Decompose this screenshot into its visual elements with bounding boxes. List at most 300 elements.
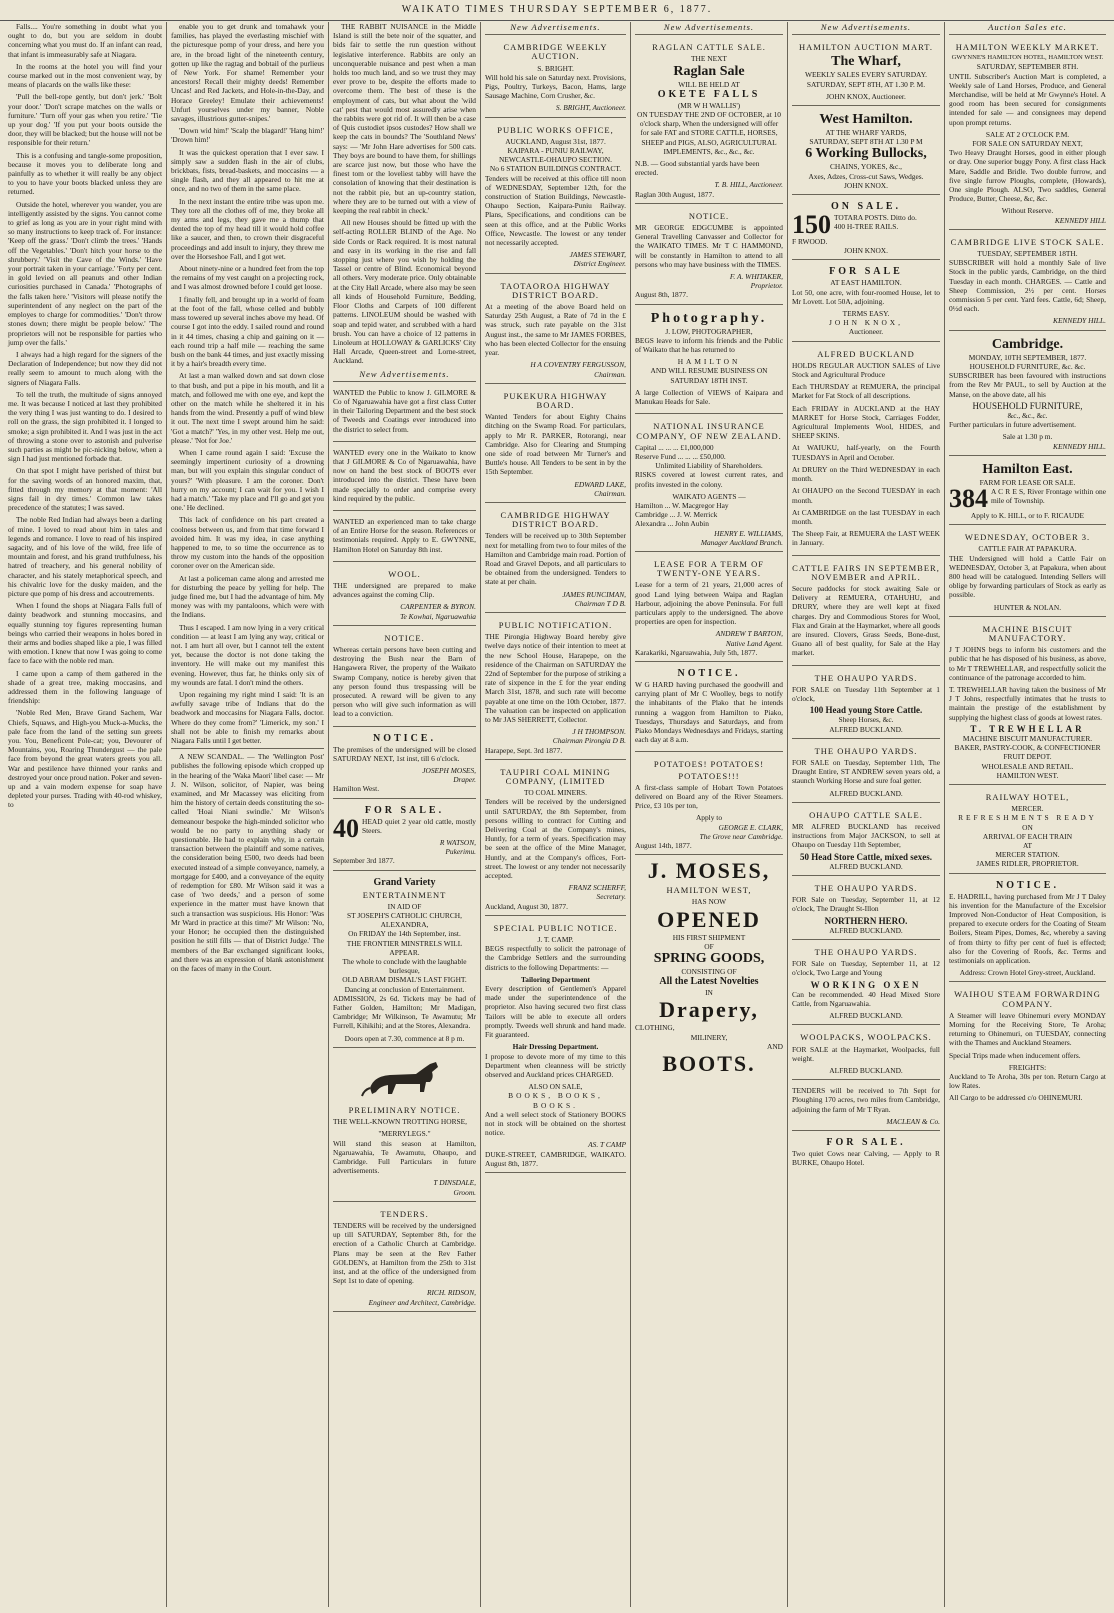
ad-signature: ALFRED BUCKLAND.	[829, 724, 903, 734]
ad-cambridge-highway	[485, 506, 626, 613]
ad-signature: CARPENTER & BYRON.	[400, 602, 476, 612]
column-5	[631, 22, 788, 1607]
ad-signature: S. BRIGHT, Auctioneer.	[555, 103, 626, 113]
ad-text: A large Collection of VIEWS of Kaipara and Manukau Heads for Sale.	[635, 387, 783, 407]
ad-text: ON TUESDAY THE 2ND OF OCTOBER, at 10 o'clock sharp, When the undersigned will offer for sale FAT and STORE CATTLE, HORSES, SHEEP and PIGS, ALSO, AGRICULTURAL IMPLEMENTS, &c., &c., &c.	[637, 110, 781, 156]
ad-text: Special Trips made when inducement offers.	[949, 1050, 1081, 1060]
ad-title: POTATOES!!!	[678, 770, 740, 781]
ad-signature: Groom.	[453, 1187, 476, 1197]
ad-line: All the Latest Novelties	[659, 976, 759, 988]
ad-text: FOR SALE at the Haymarket, Woolpacks, full weight.	[792, 1044, 940, 1063]
ad-title: WEDNESDAY, OCTOBER 3.	[964, 532, 1091, 543]
ad-text: AND WILL RESUME BUSINESS ON SATURDAY 18TH INST.	[650, 366, 768, 385]
ad-title: THE OHAUPO YARDS.	[814, 883, 918, 893]
ad-title: TENDERS.	[380, 1208, 429, 1219]
ad-weekly-market	[949, 38, 1106, 230]
ad-signature: KENNEDY HILL.	[1053, 316, 1106, 326]
ad-text: A Steamer will leave Ohinemuri every MONDAY Morning for the Receiving Store, Te Aroha; returning to Ohinemuri, on TUESDAY, connecting with the Thames and Auckland Steamers.	[949, 1010, 1106, 1048]
ad-text: THE Undersigned will hold a Cattle Fair on WEDNESDAY, October 3, at Papakura, when about 800 head will be catalogued. Intending Sellers will oblige by forwarding particulars of Stock as early as possible.	[949, 553, 1106, 600]
ad-concert	[333, 874, 476, 1048]
ad-line: MACHINE BISCUIT MANUFACTURER.	[962, 733, 1093, 743]
ad-west-hamilton	[792, 109, 940, 195]
ad-headline: HOUSEHOLD FURNITURE,	[972, 400, 1083, 411]
ad-for-sale-east	[792, 263, 940, 341]
ad-headline: J. MOSES,	[647, 858, 771, 884]
article-paragraph: The noble Red Indian had always been a darling of mine. I loved to read about him in tales and legends and romance. I love to read of his inspired sagacity, and of his love of the wild, free life of mountain and forest, and his grand truthfulness, his hatred of treachery, and his general nobility of character, and his stately metaphorical speech, and his chivalric love for the dusky maiden, and the picture que pomp of his dress and accoutrements.	[8, 515, 162, 598]
ad-text: Tenders will be received at this office till noon of WEDNESDAY, September 12th, for the construction of Station Buildings, Newcastle-Ohaupo Section, Kaipara-Puniu Railway. Plans, Specifications, and conditions can be seen at this office, and at the Public Works Office, Newcastle. The lowest or any tender not necessarily accepted.	[485, 173, 626, 248]
ad-signature: Secretary.	[596, 892, 626, 902]
ad-notice	[333, 629, 476, 727]
ad-ohaupo-cattle	[792, 806, 940, 876]
ad-title: RAILWAY HOTEL,	[985, 792, 1070, 802]
ad-cambridge-furniture	[949, 334, 1106, 456]
ad-headline: Hamilton East.	[982, 461, 1073, 477]
article-paragraph: About ninety-nine or a hundred feet from the top the remains of my vest caught on a projecting rock, and I was almost drowned before I could get loose.	[171, 264, 324, 292]
ad-place: Auckland, August 30, 1877.	[485, 901, 568, 911]
column-heading: Auction Sales etc.	[949, 22, 1106, 35]
ad-text: J T JOHNS begs to inform his customers and the public that he has disposed of his business, as above, to Mr T TREWHELLAR, and respectfully solicit the continuance of the patronage accorded to him.	[949, 645, 1106, 682]
ad-headline: 50 Head Store Cattle, mixed sexes.	[799, 851, 933, 862]
ad-signature: JOHN KNOX, Auctioneer.	[826, 91, 906, 101]
ad-signature: JOHN KNOX,	[829, 318, 903, 328]
ad-headline: BOOTS.	[662, 1051, 756, 1077]
ad-text: I propose to devote more of my time to this Department when cleanness will be strictly observed and Auckland prices CHARGED.	[485, 1051, 626, 1079]
ad-lease	[635, 555, 783, 662]
ad-horse-merrylegs	[333, 1051, 476, 1202]
ad-text: FOR Sale on Tuesday, September 11, at 12 o'clock, Two Large and Young	[792, 959, 940, 978]
ad-line: CONSISTING OF	[681, 967, 737, 977]
ad-text: Lease for a term of 21 years, 21,000 acres of good Land lying between Waipa and Raglan Harbour, adjoining the above Peninsula. For full particulars apply to the undersigned. The above properties are open for inspection.	[635, 580, 783, 627]
ad-signature: GEORGE E. CLARK,	[718, 822, 783, 832]
ad-text: Auckland to Te Aroha, 30s per ton. Return Cargo at low Rates.	[949, 1072, 1106, 1091]
ad-line: THE FRONTIER MINSTRELS WILL APPEAR.	[346, 938, 463, 957]
column-heading: New Advertisements.	[485, 22, 626, 35]
ad-text: TENDERS will be received by the undersigned up till SATURDAY, September 8th, for the erection of a Catholic Church at Cambridge. Plans may be seen at the Rev Father GOLDEN's, at Hamilton from the 25th to 31st inst, and at the office of the undersigned from Sept 1st to date of opening.	[333, 1220, 476, 1286]
ad-line: MONDAY, 10TH SEPTEMBER, 1877.	[968, 352, 1087, 362]
ad-text: MR ALFRED BUCKLAND has received instructions from Major JACKSON, to sell at Ohaupo on Tuesday 11th September,	[792, 821, 940, 850]
ad-text: Will stand this season at Hamilton, Ngaruawahia, Te Awamutu, Ohaupo, and Cambridge. Full Particulars in future advertisements.	[333, 1138, 476, 1176]
ad-signature: T DINSDALE,	[433, 1178, 476, 1188]
ad-line: AT EAST HAMILTON.	[830, 278, 902, 288]
article-paragraph: I finally fell, and brought up in a world of foam at the foot of the fall, whose celled and bubbly mass towered up several inches above my head. Of course I got into the eddy. I sailed round and round in it 44 times, chasing a chip and gaining on it — each round trip a half mile — reaching the same bush on the bank 44 times, and just exactly missing it by a hair's breadth every time.	[171, 294, 324, 369]
ad-line: IN	[705, 988, 713, 998]
ad-signature: Native Land Agent.	[725, 638, 783, 648]
ad-line: TUESDAY, SEPTEMBER 18TH.	[977, 249, 1078, 259]
ad-text: HOLDS REGULAR AUCTION SALES of Live Stock and Agricultural Produce	[792, 360, 940, 380]
ad-text: FOR SALE on Tuesday 11th September at 1 o'clock,	[792, 684, 940, 703]
ad-number: 384	[949, 483, 988, 513]
ad-headline: OPENED	[657, 906, 761, 932]
ad-title: WOOL.	[388, 568, 421, 579]
ad-text: Lot 50, one acre, with four-roomed House, let to Mr Lovett. Lot 50A, adjoining.	[792, 287, 940, 306]
ad-place: Harapepe, Sept. 3rd 1877.	[485, 745, 563, 755]
ad-waihou-steam	[949, 985, 1106, 1109]
ad-place: August 8th, 1877.	[635, 290, 688, 300]
ad-cambridge-auction	[485, 38, 626, 117]
ad-buckland	[792, 345, 940, 556]
ad-line: TERMS EASY.	[842, 309, 890, 319]
ad-line: AND	[766, 1041, 783, 1051]
ad-title: MACHINE BISCUIT MANUFACTORY.	[982, 623, 1073, 643]
ad-signature: JOHN KNOX.	[844, 180, 888, 190]
ad-text: All Cargo to be addressed c/o OHINEMURI.	[949, 1093, 1083, 1103]
ad-line: Sheep Horses, &c.	[838, 715, 894, 725]
ad-agent: Alexandra ... John Aubin	[635, 519, 709, 529]
ad-text: RISKS covered at lowest current rates, and profits invested in the colony.	[635, 470, 783, 489]
ad-title: TAUPIRI COAL MINING COMPANY, (LIMITED	[500, 766, 611, 787]
ad-reserve: Reserve Fund ... ... ... £50,000.	[635, 451, 726, 461]
ad-text: TENDERS will be received to 7th Sept for Ploughing 170 acres, two miles from Cambridge, adjoining the farm of Mr T Ryan.	[792, 1086, 940, 1114]
ad-wharf	[792, 38, 940, 106]
ad-ohaupo-yards-3	[792, 879, 940, 940]
ad-signature: Proprietor.	[750, 281, 783, 291]
ad-potatoes	[635, 755, 783, 855]
ad-title: NATIONAL INSURANCE COMPANY, OF NEW ZEALAND.	[636, 421, 782, 441]
ad-signature: Chairman T D B.	[574, 598, 626, 608]
article-paragraph: Outside the hotel, wherever you wander, you are intelligently assisted by the signs. You cannot come to grief as long as you are in your right mind with so many instructions to keep track of. For instance: 'Keep off the grass.' 'Don't climb the trees.' 'Hands off the Vegetables.' 'Don't hitch your horse to the shrubbery.' 'Visit the Cave of the Winds.' 'Have your portrait taken in your carriage.' 'Forty per cent. in gold levied on all peanuts and other Indian curiosities purchased in Canada.' 'Photographs of the falls taken here.' 'Visitors will please notify the superintendent of any neglect on the part of the employes to charge for commodities.' 'Don't throw stones down; there might be people below.' 'The proprietors will not be responsible for parties who jump over the falls.'	[8, 199, 162, 347]
ad-text: T. TREWHELLAR having taken the business of Mr J T Johns, respectfully intimates that he trusts to maintain the prestige of the establishment by supplying the highest class of goods at lowest rates.	[949, 684, 1106, 722]
ad-title: PRELIMINARY NOTICE.	[348, 1104, 461, 1115]
ad-text: W G HARD having purchased the goodwill and carrying plant of Mr C Woolley, begs to notify the inhabitants of the Plako that he intends running a waggon from Hamilton to Piako, Tuesdays, Thursdays and Saturdays, and from Piako Mondays Wednesdays and Fridays, starting each day at 8 a.m.	[635, 679, 783, 745]
ad-cattle-fairs	[792, 559, 940, 666]
ad-subheading: ALSO ON SALE,	[528, 1082, 583, 1092]
ad-text: HEAD quiet 2 year old cattle, mostly Steers.	[362, 816, 476, 835]
ad-signature: FRANZ SCHERFF,	[568, 883, 626, 893]
ad-live-stock-sale	[949, 233, 1106, 331]
ad-line: HOUSEHOLD FURNITURE, &c. &c.	[969, 361, 1086, 371]
ad-line: KAIPARA - PUNIU RAILWAY, NEWCASTLE-OHAUPO SECTION.	[499, 146, 612, 165]
ad-line: HIS FIRST SHIPMENT	[672, 932, 746, 942]
ad-line: SALE AT 2 O'CLOCK P.M.	[985, 129, 1070, 139]
ad-line: ARRIVAL OF EACH TRAIN	[982, 831, 1073, 841]
ad-text: At a meeting of the above Board held on Saturday 25th August, a Rate of 7d in the £ was struck, such rate payable on the 31st August inst., the same to Mr JAMES FORBES, who has been elected Collector for the ensuing year.	[485, 302, 626, 358]
ad-number: 40	[333, 813, 359, 843]
article-paragraph: This is a confusing and tangle-some proposition, because it moves you to deliberate long and painfully as to whether it will really be any object to you to have your boots blacked unless they are returned.	[8, 150, 162, 197]
ad-line: On FRIDAY the 14th September, inst.	[348, 929, 461, 939]
ad-subtitle: CATTLE FAIR AT PAPAKURA.	[978, 544, 1077, 554]
ad-place: Karakariki, Ngaruawahia, July 5th, 1877.	[635, 647, 758, 657]
ad-place: Te Kowhai, Ngaruawahia	[400, 611, 476, 621]
article-paragraph: enable you to get drunk and tomahawk your families, has played the everlasting mischief with the picturesque pomp of your dress, and here you are, in the broad light of the nineteenth century, gotten up like the ragtag and bobtail of the purlieus of New York. For shame! Remember your ancestors! Recall their mighty deeds! Remember Uncas! and Red Jackets, and Hole-in-the-Day, and Horace Greeley! Emulate their achievements! Unfurl yourselves under my banner, Noble savages, illustrious gutter-snipes.'	[171, 22, 324, 124]
ad-text: MR GEORGE EDGCUMBE is appointed General Travelling Canvasser and Collector for the WAIKATO TIMES. Mr T C HAMMOND, will be constantly in Hamilton to attend to all persons who may have business with the TIMES.	[635, 223, 783, 269]
article-paragraph: In the rooms at the hotel you will find your course marked out in the most convenient way, by means of placards on the walls like these:	[8, 61, 162, 90]
ad-title: THE OHAUPO YARDS.	[814, 672, 918, 683]
ad-title: OHAUPO CATTLE SALE.	[809, 809, 923, 820]
column-6	[788, 22, 945, 1607]
ad-title: CATTLE FAIRS IN SEPTEMBER, NOVEMBER and APRIL.	[792, 562, 940, 582]
ad-tenders-ploughing	[792, 1083, 940, 1131]
ad-signature: F. A. WHITAKER,	[729, 272, 783, 282]
ad-title: Grand Variety	[373, 876, 436, 888]
ad-signature: R WATSON,	[439, 838, 476, 848]
ad-line: No 6 STATION BUILDINGS CONTRACT.	[489, 164, 622, 174]
ad-text: E. HADRILL, having purchased from Mr J T Daley his invention for the Manufacture of the Excelsior Improved Non-Conductor of Heat Composition, is prepared to execute orders for the Coating of Steam Boilers, Steam Pipes, Domes, &c, whereby a saving of from thirty to fifty per cent of fuel is effected; also for the Covering of Roofs, &c. Terms and testimonials on application.	[949, 891, 1106, 966]
ad-signature: HENRY E. WILLIAMS,	[714, 528, 783, 538]
ad-address: Address: Crown Hotel Grey-street, Auckland.	[959, 968, 1096, 978]
article-paragraph: I came upon a camp of them gathered in the shade of a great tree, making moccasins, and addressed them in the following language of friendship:	[8, 668, 162, 706]
ad-headline: Cambridge.	[991, 336, 1064, 352]
ad-signature: AS. T CAMP	[588, 1140, 626, 1150]
masthead: WAIKATO TIMES THURSDAY SEPTEMBER 6, 1877.	[0, 0, 1114, 21]
ad-title: PUBLIC NOTIFICATION.	[498, 619, 613, 630]
ad-title: HAMILTON AUCTION MART.	[799, 42, 933, 53]
ad-title: NOTICE.	[688, 210, 730, 221]
ad-text: Each THURSDAY at REMUERA, the principal Market for Fat Stock of all descriptions.	[792, 382, 940, 401]
ad-title: SPECIAL PUBLIC NOTICE.	[493, 922, 618, 933]
ad-signature: ANDREW T BARTON,	[715, 629, 783, 639]
ad-line: CHAINS, YOKES, &c.,	[830, 162, 902, 172]
column-heading: New Advertisements.	[635, 22, 783, 35]
ad-signature: ALFRED BUCKLAND.	[829, 788, 903, 798]
article-paragraph: 'Pull the bell-rope gently, but don't jerk.' 'Bolt your door.' 'Don't scrape matches on the walls or furniture.' 'Turn off your gas when you retire.' 'Tie up your dog.' 'If you put your boots outside the door, they will be blacked; but the house will not be responsible for their return.'	[8, 92, 162, 148]
ad-capital: Capital ... ... ... £1,000,000	[635, 442, 714, 452]
ad-title: WOOLPACKS, WOOLPACKS.	[800, 1032, 932, 1043]
ad-line: Sale at 1.30 p m.	[1002, 432, 1053, 442]
ad-title: NOTICE.	[996, 879, 1059, 891]
ad-signature: Chairman.	[594, 488, 626, 498]
ad-public-works	[485, 121, 626, 274]
ad-biscuit	[949, 620, 1106, 785]
ad-line: Apply to K. HILL, or to F. RICAUDE	[970, 510, 1085, 520]
ad-line: 400 H-TREE RAILS.	[834, 222, 899, 232]
ad-line: HAS NOW	[691, 897, 727, 907]
ad-ohaupo-yards-1	[792, 669, 940, 739]
ad-signature: Draper.	[453, 775, 476, 785]
ad-signature: J H THOMPSON.	[572, 727, 626, 737]
ad-signature: Chairman.	[594, 369, 626, 379]
ad-text: SUBSCRIBER has been favoured with instructions from the Rev Mr PAUL, to sell by Auction at the Manse, on the above date, all his	[949, 371, 1106, 399]
ad-line: BAKER, PASTRY-COOK, & CONFECTIONER FRUIT DEPOT.	[954, 743, 1101, 762]
ad-line: The whole to conclude with the laughable burlesque,	[342, 957, 467, 976]
horse-name: "MERRYLEGS."	[378, 1129, 431, 1139]
ad-text: And a well select stock of Stationery BOOKS not in stock will be obtained on the shortest notice.	[485, 1109, 626, 1138]
ad-ohaupo-yards-4	[792, 943, 940, 1025]
article-paragraph: I always had a high regard for the signers of the Declaration of Independence; but now they did not really seem to amount to much along with the signers of Niagara Falls.	[8, 349, 162, 387]
ad-headline: The Wharf,	[831, 54, 901, 70]
ad-text: WANTED an experienced man to take charge of an Entire Horse for the season. References or testimonials required. Apply to E. GWYNNE, Hamilton Hotel on Saturday 8th inst.	[333, 516, 476, 554]
article-paragraph: When I came round again I said: 'Excuse the seemingly impertinent curiosity of a drowning man, but will you explain this singular conduct of yours?' 'With pleasure. I am the coroner. Don't hurry on my account; I can wait for you. I wish I had a match.' 'Take my place and I'll go and get you one.' He declined.	[171, 447, 324, 513]
ad-text: BEGS respectfully to solicit the patronage of the Cambridge Settlers and the surrounding districts to the following Departments: —	[485, 944, 626, 972]
ad-line: (MR W H WALLIS')	[677, 100, 741, 110]
news-paragraph: All new Houses should be fitted up with the self-acting ROLLER BLIND of the Age. No side Cords or Rack required. It is most natural and easy in its working in the rise and fall stopping just where you wish by holding the Tassel or centre of Blind. Economical beyond all others. Very moderate price. Only obtainable at the City Hall Arcade, where also may be seen all kinds of Household Furniture, Bedding, Floor Cloths and Carpets of 100 different patterns. LINOLEUM should be washed with soap and tepid water, and scrubbed with a hard brush. You can have a choice of 12 patterns in Linoleum at HOLLOWAY & GARLICKS' City Hall Arcade, Queen-street and Lorne-street, Auckland.	[333, 218, 476, 366]
ad-title: WAIHOU STEAM FORWARDING COMPANY.	[954, 989, 1101, 1009]
ad-signature: JOSEPH MOSES,	[422, 766, 476, 776]
ad-headline: SPRING GOODS,	[653, 951, 765, 967]
ad-taupiri-coal	[485, 763, 626, 916]
ad-title: ALFRED BUCKLAND	[817, 348, 915, 359]
column-2-article	[167, 22, 329, 1607]
ad-line: Axes, Adzes, Cross-cut Saws, Wedges.	[808, 171, 924, 181]
ad-text: ADMISSION, 2s 6d. Tickets may be had of Father Golden, Hamilton; Mr Madigan, Cambridge; Mr Wilkinson, Te Awamutu; Mr Furrell, Kihikihi; and at the Stores, Alexandra.	[333, 993, 476, 1031]
ad-public-notification	[485, 616, 626, 760]
ad-signature: EDWARD LAKE,	[574, 479, 626, 489]
article-paragraph: Thus I escaped. I am now lying in a very critical condition — at least I am lying any way, critical or not. I am hurt all over, but I cannot tell the extent yet, because the doctor is not done taking the inventory. He will make out my manifest this evening. However, thus far, he thinks only six of my wounds are fatal. I don't mind the others.	[171, 622, 324, 687]
ad-text: At OHAUPO on the Second TUESDAY in each month.	[792, 486, 940, 505]
ad-text: Every description of Gentlemen's Apparel made under the superintendence of the proprietor. Also having secured two first class Tailors will be able to execute all orders promptly. Tweeds well shrunk and hand made. Fit guaranteed.	[485, 984, 626, 1040]
ad-line: MERCER.	[1011, 804, 1044, 814]
ad-date: August 14th, 1877.	[635, 841, 692, 851]
ad-taotaoroa	[485, 277, 626, 384]
ad-notice-hadrill	[949, 877, 1106, 983]
article-paragraph: In the next instant the entire tribe was upon me. They tore all the clothes off of me, they broke all my arms and legs, they gave me a thump that dented the top of my head till it would hold coffee like a saucer, and then, to crown their disgraceful proceedings and add insult to injury, they threw me over the Horseshoe Fall, and I got wet.	[171, 196, 324, 261]
ad-boots	[333, 445, 476, 511]
ad-title: CAMBRIDGE HIGHWAY DISTRICT BOARD.	[500, 509, 611, 530]
ad-text: WANTED every one in the Waikato to know that J GILMORE & Co of Ngaruawahia, have now on hand the best stock of BOOTS ever introduced into the district. These have been made specially to order and comprise every kind required by the public.	[333, 447, 476, 503]
column-4	[481, 22, 631, 1607]
divider	[171, 748, 324, 749]
ad-headline: Drapery,	[659, 997, 759, 1023]
section-heading: New Advertisements.	[333, 369, 476, 382]
ad-signature: ALFRED BUCKLAND.	[829, 925, 903, 935]
ad-title: THE OHAUPO YARDS.	[814, 947, 918, 958]
ad-text: At CAMBRIDGE on the last TUESDAY in each month.	[792, 507, 940, 526]
ad-signature: Engineer and Architect, Cambridge.	[368, 1297, 476, 1307]
ad-tenders-church	[333, 1205, 476, 1312]
ad-name: J. T. CAMP.	[537, 935, 574, 945]
ad-signature: RICH. RIDSON,	[426, 1288, 476, 1298]
ad-signature: MACLEAN & Co.	[886, 1116, 940, 1126]
column-7	[945, 22, 1110, 1607]
ad-title: PUBLIC WORKS OFFICE,	[497, 124, 614, 135]
ad-signature: ALFRED BUCKLAND.	[829, 861, 903, 871]
ad-signature: ALFRED BUCKLAND.	[829, 1066, 903, 1076]
ad-text: FOR SALE on Tuesday, September 11th, The Draught Entire, ST ANDREW seven years old, a staunch Working Horse and sure foal getter.	[792, 757, 940, 786]
ad-text: UNTIL Subscriber's Auction Mart is completed, a Weekly sale of Land Horses, Produce, and General Merchandise, will be held at Mr Gwynne's Hotel. A good room has been secured for consignments intended for sale — and consignees may depend upon prompt returns.	[949, 71, 1106, 127]
ad-line: Apply to	[695, 813, 723, 823]
ad-line: FREIGHTS:	[1008, 1062, 1047, 1072]
column-heading: New Advertisements.	[792, 22, 940, 35]
ad-text: SUBSCRIBER will hold a monthly Sale of live Stock in the public yards, Cambridge, on the third Tuesday in each month. CHARGES. — Cattle and Sheep Commission, 2½ per cent. Horses commission 5 per cent. Yard fees. Cattle, 6d; Sheep, 0½d each.	[949, 258, 1106, 314]
ad-text: Tenders will be received up to 30th September next for metalling from two to four miles of the Hamilton and Cambridge main road. Portion of Road and Gravel Depots, and all particulars to be obtained from the undersigned. Tenders to state at per chain.	[485, 531, 626, 587]
ad-line: SATURDAY, SEPTEMBER 8TH.	[976, 62, 1079, 72]
ad-auctioneer: S. BRIGHT.	[537, 63, 574, 73]
ad-place: Hamilton West.	[333, 784, 380, 794]
ad-text: Will hold his sale on Saturday next. Provisions, Pigs, Poultry, Turkeys, Bacon, Hams, large Sausage Machine, Corn Crusher, &c.	[485, 72, 626, 101]
ad-text: Secure paddocks for stock awaiting Sale or Delivery at REMUERA, OTAHUHU, and DRURY, where they are well kept at fixed charges. Dry and Commodious Stores for Wool, Flax and Grain at the Haymarket, where all goods are insured. Clovers, Grass Seeds, Bone-dust, Guano all of best quality, for Sale at the Hay market.	[792, 583, 940, 658]
ad-signature: KENNEDY HILL	[1054, 215, 1106, 225]
ad-signature: JAMES RIDLER, PROPRIETOR.	[976, 859, 1079, 869]
ad-city: HAMILTON WEST,	[666, 885, 752, 896]
ad-signature: HUNTER & NOLAN.	[993, 602, 1062, 612]
ad-line: AT	[1022, 841, 1033, 851]
ad-line: SATURDAY, SEPT 8TH AT 1.30 P M	[809, 137, 923, 147]
article-paragraph: To tell the truth, the multitude of signs annoyed me. It was because I noticed at last they prohibited the very thing I was just wanting to do. I desired to roll on the grass, the sign prohibited it. I longed to smoke; a sign prohibited it. And I was just in the act of throwing a stone over to astonish and pulverise such parties as might be pic-nicking below, when a sign I had just mentioned forbade that.	[8, 389, 162, 464]
ad-for-sale-cows	[792, 1134, 940, 1174]
ad-text: Wanted Tenders for about Eighty Chains ditching on the Swamp Road. For particulars, apply to Mr R. PARKER, Rotorangi, near Cambridge. Also for Clearing and Stumping one side of road between Mr Turner's and Buttle's house. All Tenders to be sent in by the 15th September.	[485, 412, 626, 477]
ad-line: F RWOOD.	[792, 237, 828, 247]
ad-subtitle: AUCKLAND, August 31st, 1877.	[505, 136, 606, 146]
ad-place: Pukerimu.	[445, 847, 476, 857]
ad-tailoring	[333, 385, 476, 442]
ad-pukekura	[485, 387, 626, 503]
ad-line: AT THE WHARF YARDS,	[825, 128, 907, 138]
ad-horse-man	[333, 514, 476, 562]
ad-papakura-fair	[949, 528, 1106, 617]
ad-line: CLOTHING,	[635, 1023, 675, 1033]
ad-title: FOR SALE.	[826, 1137, 906, 1149]
ad-ohaupo-yards-2	[792, 742, 940, 803]
ad-headline: West Hamilton.	[819, 112, 913, 128]
ad-subheading: Tailoring Department	[521, 974, 590, 984]
ad-line: FARM FOR LEASE OR SALE.	[979, 477, 1076, 487]
ad-signature: Manager Auckland Branch.	[700, 537, 783, 547]
ad-headline: OKETE FALLS	[657, 88, 761, 100]
ad-line: &c., &c., &c.	[1007, 410, 1048, 420]
ad-line: MERCER STATION.	[995, 850, 1060, 860]
ad-line: OLD ABRAM DISMAL'S LAST FIGHT.	[342, 975, 467, 985]
ad-line: REFRESHMENTS READY	[958, 813, 1097, 823]
ad-title: CAMBRIDGE LIVE STOCK SALE.	[950, 236, 1105, 247]
ad-moses	[635, 858, 783, 1077]
ad-subtitle: ENTERTAINMENT	[362, 889, 447, 900]
ad-line: TOTARA POSTS. Ditto do.	[834, 213, 917, 223]
ad-on-sale	[792, 198, 940, 260]
ad-agent: Cambridge ... J. W. Merrick	[635, 510, 718, 520]
ad-title: THE OHAUPO YARDS.	[814, 745, 918, 756]
ad-signature: JAMES STEWART,	[569, 250, 626, 260]
ad-subtitle: TO COAL MINERS.	[523, 788, 588, 798]
horse-illustration	[360, 1058, 450, 1102]
ad-line: IN AID OF	[387, 901, 422, 911]
ad-title: RAGLAN CATTLE SALE.	[652, 42, 766, 53]
ad-headline: WORKING OXEN	[810, 979, 922, 990]
ad-subheading: WAIKATO AGENTS —	[672, 491, 746, 501]
ad-line: MILINERY,	[690, 1032, 728, 1042]
ad-place: Raglan 30th August, 1877.	[635, 189, 715, 199]
ad-text: N.B. — Good substantial yards have been erected.	[635, 159, 760, 178]
ad-text: Further particulars in future advertisement.	[949, 420, 1077, 430]
ad-line: Unlimited Liability of Shareholders.	[655, 461, 763, 471]
ad-text: A first-class sample of Hobart Town Potatoes delivered on Board any of the River Steamers. Price, £3 10s per ton,	[635, 782, 783, 811]
ad-title: FOR SALE	[829, 266, 903, 278]
ad-line: WILL BE HELD AT	[678, 79, 740, 89]
ad-subheading: BOOKS, BOOKS, BOOKS.	[508, 1091, 603, 1110]
ad-raglan-sale	[635, 38, 783, 204]
article-paragraph: At last a man walked down and sat down close to that bush, and put a pipe in his mouth, and lit a match, and followed me with one eye, and kept the other on the match while he sheltered it in his hands from the wind. Presently a puff of wind blew it out. The next time I swept around him he said: 'Got a match?' 'Yes, in my other vest. Help me out, please.' 'Not for Joe.'	[171, 371, 324, 445]
ad-notice-moses	[333, 730, 476, 799]
ad-title: LEASE FOR A TERM OF TWENTY-ONE YEARS.	[653, 558, 764, 579]
ad-text: THE WELL-KNOWN TROTTING HORSE,	[333, 1117, 467, 1127]
column-1-article	[4, 22, 167, 1607]
ad-line: OF	[704, 941, 714, 951]
ad-text: FOR Sale on Tuesday, September 11, at 12 o'clock, The Draught St-Illon	[792, 895, 940, 914]
ad-text: The Sheep Fair, at REMUERA the LAST WEEK in January.	[792, 529, 940, 548]
article-paragraph: It was the quickest operation that I ever saw. I simply saw a sudden flash in the air of clubs, brickbats, fists, bread-baskets, and moccasins — a single flash, and they all appeared to hit me at once, and no two of them in the same place.	[171, 147, 324, 194]
ad-line: WHOLESALE AND RETAIL.	[981, 761, 1074, 771]
ad-text: At DRURY on the Third WEDNESDAY in each month.	[792, 464, 940, 484]
ad-notice-carrier	[635, 665, 783, 752]
ad-special-notice	[485, 919, 626, 1173]
news-paragraph: THE RABBIT NUISANCE in the Middle Island is still the bete noir of the squatter, and bids fair to settle the run question without legislative interference. Rabbits are only an unconquerable nuisance and pest when a man holds too much land, and so we trust they may ever prove to be, despite the efforts made to overcome them. The best of these is the employment of cats, but what about the 'wild cat' pest that would most assuredly arise when the rabbits were got rid of. It will then be a case of Quis custodiet ipsos custodes? How shall we keep the cats in bounds? The 'Southland News' says: — 'Mr John Hare advertises for 500 cats. They boys are bound to have them, for shillings are scarce just now, but those who have the finest tom or the loveliest tabby will have the consolation of knowing that their destination is not the rabbit pie, but an up-country station, where they are to be turned out with a view of keeping the real rabbit in check.'	[333, 22, 476, 216]
ad-signature: JAMES RUNCIMAN,	[562, 589, 626, 599]
ad-signature: The Grove near Cambridge.	[699, 831, 783, 841]
ad-line: ST JOSEPH'S CATHOLIC CHURCH,	[347, 911, 462, 921]
ad-text: Two quiet Cows near Calving, — Apply to R BURKE, Ohaupo Hotel.	[792, 1149, 940, 1168]
article-paragraph: 'Noble Red Men, Brave Grand Sachem, War Chiefs, Squaws, and High-you Muck-a-Mucks, the pale face from the land of the setting sun greets you. You, Beneficent Pole-cat; you, Devourer of Mountains, you, Roaring Thundergust — the pale face from beyond the great waters greets you all. War and pestilence have thinned your ranks and destroyed your once proud nation. Poker and seven-up and a vain modern expense for soap have depleted your purses. Trading with 40-rod whiskey, to	[8, 708, 162, 810]
ad-text: At WAIUKU, half-yearly, on the Fourth TUESDAYS in April and October.	[792, 443, 940, 462]
ad-text: THE Pirongia Highway Board hereby give twelve days notice of their intention to meet at the new School House, Harapepe, on the residence of the Chairman on SATURDAY the 22nd of September for the purpose of striking a rate of sixpence in the £ for the year ending March 31st, 1878, and such rate will become payable at one time on the 10th October, 1877. The valuation can be inspected on application to Mr JAS SHERRETT, Collector.	[485, 632, 626, 724]
ad-text: THE undersigned are prepared to make advances against the coming Clip.	[333, 580, 476, 600]
ad-headline: NORTHERN HERO.	[824, 915, 908, 926]
ad-line: ON	[1022, 822, 1033, 832]
ad-signature: H A COVENTRY FERGUSSON,	[530, 360, 626, 370]
ad-name: J. LOW, PHOTOGRAPHER,	[665, 326, 753, 336]
ad-headline: 6 Working Bullocks,	[805, 146, 927, 162]
article-paragraph: This lack of confidence on his part created a coolness between us, and from that time forward I avoided him. It was my idea, in case anything happened to me, to so time the occurrence as to throw my custom into the hands of the opposition coroner over on the American side.	[171, 515, 324, 571]
ad-title: NOTICE.	[373, 732, 436, 744]
ad-line: ALEXANDRA,	[380, 920, 429, 930]
ad-text: BEGS leave to inform his friends and the Public of Waikato that he has returned to	[635, 335, 783, 355]
